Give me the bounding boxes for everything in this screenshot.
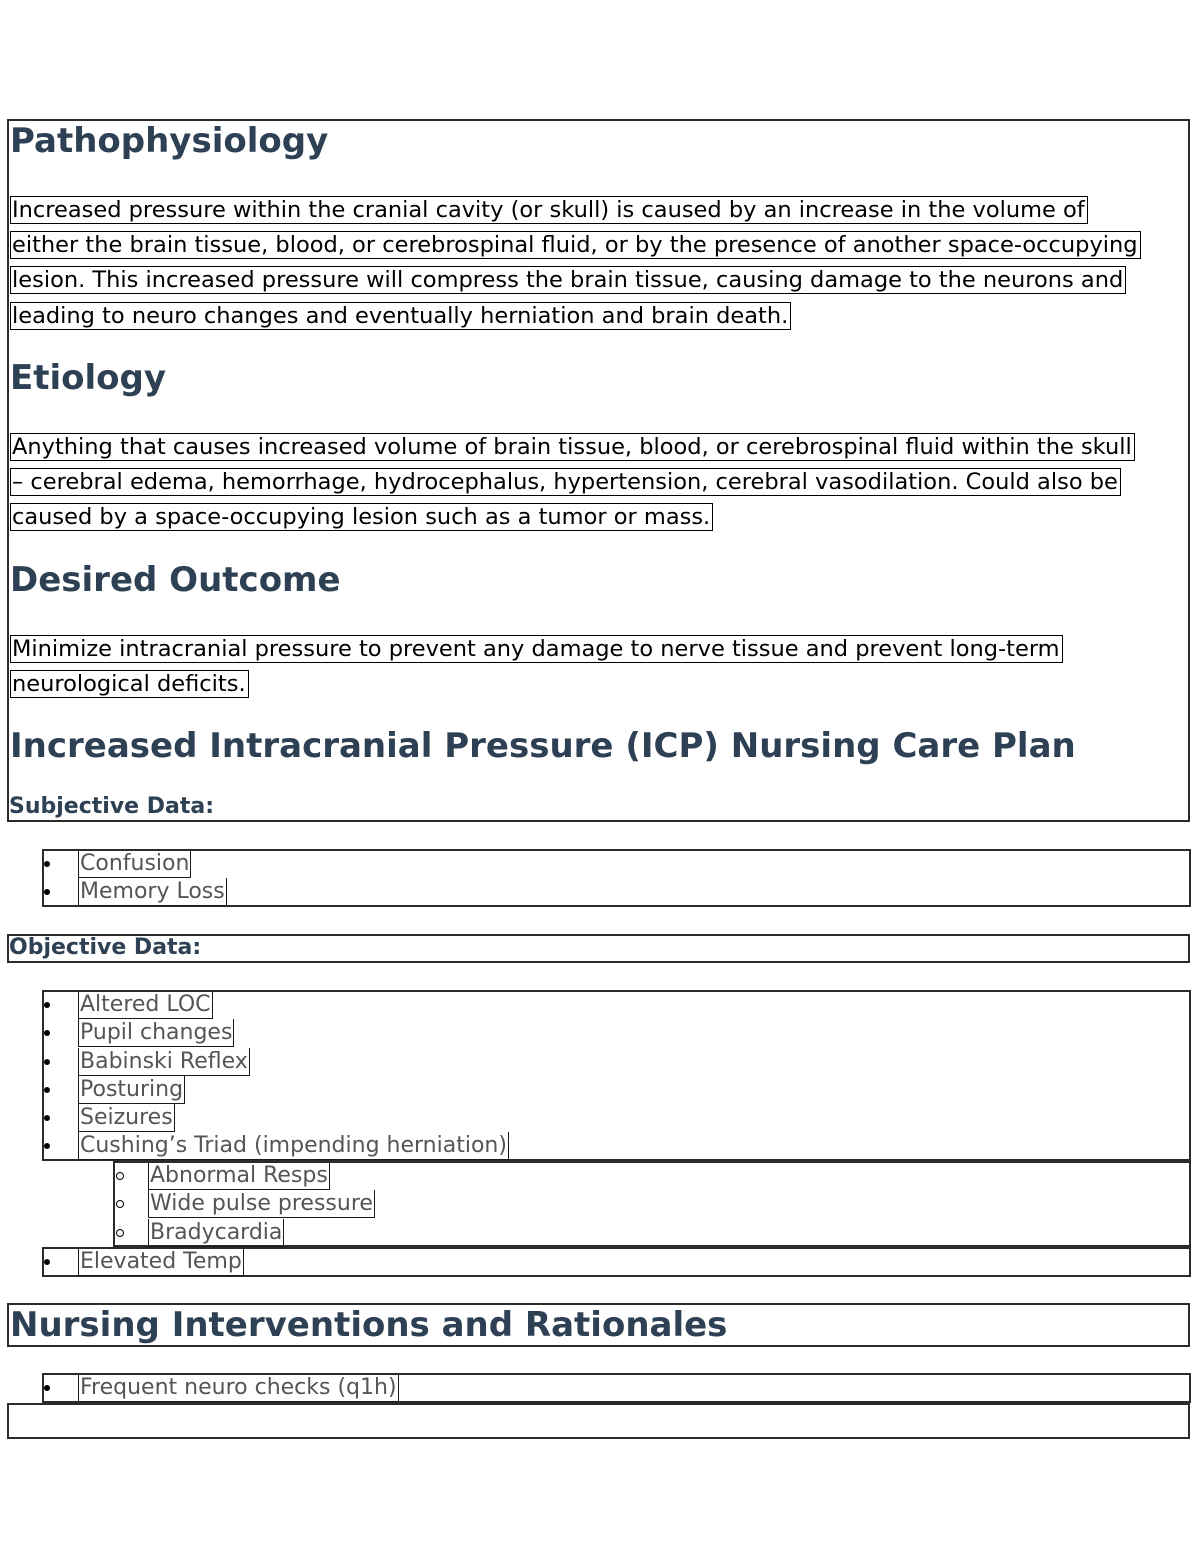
paragraph-line: caused by a space-occupying lesion such as a tumor or mass. <box>10 503 713 531</box>
bullet-icon <box>44 1002 50 1008</box>
bullet-icon <box>44 1087 50 1093</box>
paragraph-line: lesion. This increased pressure will compress the brain tissue, causing damage to the neurons and <box>10 266 1126 294</box>
etiology-paragraph <box>10 433 1135 539</box>
paragraph-line: Anything that causes increased volume of brain tissue, blood, or cerebrospinal fluid within the skull <box>10 433 1135 461</box>
interventions-list <box>78 1374 399 1402</box>
empty-content-box <box>7 1403 1190 1439</box>
paragraph-line: Minimize intracranial pressure to prevent any damage to nerve tissue and prevent long-term <box>10 635 1063 663</box>
list-item: Bradycardia <box>148 1219 375 1247</box>
list-item: Elevated Temp <box>78 1248 244 1276</box>
subjective-data-list <box>78 850 227 907</box>
desired-outcome-paragraph <box>10 635 1063 705</box>
bullet-icon <box>44 861 50 867</box>
list-item: Pupil changes <box>78 1019 509 1047</box>
list-item: Abnormal Resps <box>148 1162 375 1190</box>
paragraph-line: – cerebral edema, hemorrhage, hydrocephalus, hypertension, cerebral vasodilation. Could also be <box>10 468 1121 496</box>
list-item: Seizures <box>78 1104 509 1132</box>
objective-data-heading: Objective Data: <box>9 935 202 960</box>
list-item: Cushing’s Triad (impending herniation) <box>78 1132 509 1160</box>
hollow-bullet-icon <box>116 1229 124 1237</box>
list-item: Frequent neuro checks (q1h) <box>78 1374 399 1402</box>
objective-data-list-continued <box>78 1248 244 1276</box>
list-item: Wide pulse pressure <box>148 1190 375 1218</box>
pathophysiology-heading: Pathophysiology <box>10 121 329 161</box>
list-item: Altered LOC <box>78 991 509 1019</box>
paragraph-line: either the brain tissue, blood, or cerebrospinal fluid, or by the presence of another space-occupying <box>10 231 1141 259</box>
etiology-heading: Etiology <box>10 358 167 398</box>
list-item: Posturing <box>78 1076 509 1104</box>
paragraph-line: leading to neuro changes and eventually herniation and brain death. <box>10 302 791 330</box>
interventions-heading: Nursing Interventions and Rationales <box>10 1305 728 1345</box>
hollow-bullet-icon <box>116 1172 124 1180</box>
list-item: Confusion <box>78 850 227 878</box>
bullet-icon <box>44 1259 50 1265</box>
list-item: Memory Loss <box>78 878 227 906</box>
paragraph-line: neurological deficits. <box>10 670 249 698</box>
pathophysiology-paragraph <box>10 196 1141 337</box>
subjective-data-heading: Subjective Data: <box>9 794 215 819</box>
list-item: Babinski Reflex <box>78 1048 509 1076</box>
bullet-icon <box>44 1385 50 1391</box>
paragraph-line: Increased pressure within the cranial cavity (or skull) is caused by an increase in the volume of <box>10 196 1088 224</box>
care-plan-heading: Increased Intracranial Pressure (ICP) Nursing Care Plan <box>10 726 1076 766</box>
desired-outcome-heading: Desired Outcome <box>10 560 341 600</box>
objective-data-list <box>78 991 509 1161</box>
cushings-triad-sublist <box>148 1162 375 1247</box>
bullet-icon <box>44 1059 50 1065</box>
